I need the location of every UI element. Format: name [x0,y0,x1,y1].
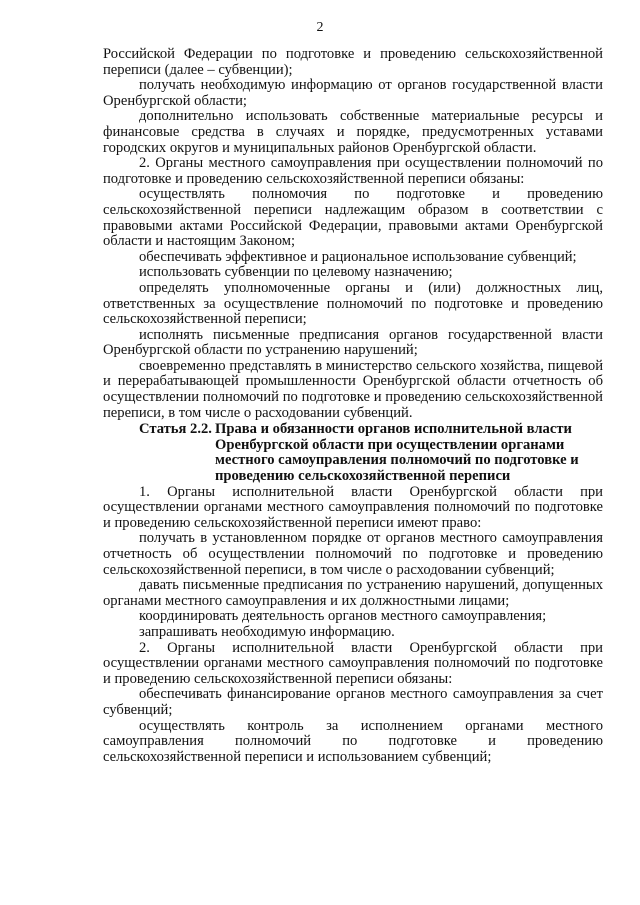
article-label: Статья 2.2. [139,421,212,438]
page-number: 2 [316,20,324,35]
paragraphs-after-article [103,485,603,766]
paragraph: получать необходимую информацию от органов государственной власти Оренбургской области; [103,77,603,109]
paragraph: дополнительно использовать собственные материальные ресурсы и финансовые средства в случаях и порядке, предусмотренных уставами городских округов и муниципальных районов Оренбургской области. [103,108,603,156]
paragraph: координировать деятельность органов местного самоуправления; [139,608,547,625]
article-title: Права и обязанности органов исполнительной власти Оренбургской области при осуществлении органами местного самоуправления полномочий по подготовке и проведению сельскохозяйственной переписи [215,421,579,485]
paragraph: обеспечивать финансирование органов местного самоуправления за счет субвенций; [103,686,603,718]
paragraph: исполнять письменные предписания органов государственной власти Оренбургской области по устранению нарушений; [103,326,603,359]
paragraph: определять уполномоченные органы и (или) должностных лиц, ответственных за осуществление полномочий по подготовке и проведению сельскохозяйственной переписи; [103,279,603,328]
paragraphs-before-article [103,47,603,421]
paragraph: 1. Органы исполнительной власти Оренбургской области при осуществлении органами местного самоуправления полномочий по подготовке и проведению сельскохозяйственной переписи имеют право: [103,483,603,531]
paragraph: получать в установленном порядке от органов местного самоуправления отчетность об осуществлении полномочий по подготовке и проведению сельскохозяйственной переписи, в том числе о расходовании субвенций; [103,530,603,578]
paragraph: использовать субвенции по целевому назначению; [139,264,453,281]
paragraph: своевременно представлять в министерство сельского хозяйства, пищевой и перерабатывающей промышленности Оренбургской области отчетность об осуществлении полномочий по подготовке и проведению сельскохозяйственной переписи, в том числе о расходовании субвенций. [103,357,603,421]
paragraph: давать письменные предписания по устранению нарушений, допущенных органами местного самоуправления и их должностными лицами; [103,577,603,609]
paragraph: запрашивать необходимую информацию. [139,623,395,640]
paragraph: осуществлять полномочия по подготовке и проведению сельскохозяйственной переписи надлежащим образом в соответствии с правовыми актами Российской Федерации, правовыми актами Оренбургской области и настоящим Законом; [103,186,603,250]
paragraph: 2. Органы исполнительной власти Оренбургской области при осуществлении органами местного самоуправления полномочий по подготовке и проведению сельскохозяйственной переписи обязаны: [103,639,603,687]
article-heading [103,422,603,484]
paragraph: 2. Органы местного самоуправления при осуществлении полномочий по подготовке и проведению сельскохозяйственной переписи обязаны: [103,155,603,187]
paragraph: осуществлять контроль за исполнением органами местного самоуправления полномочий по подготовке и проведению сельскохозяйственной переписи и использованием субвенций; [103,717,603,765]
document-body [103,47,603,765]
paragraph: Российской Федерации по подготовке и проведению сельскохозяйственной переписи (далее – субвенции); [103,46,603,78]
paragraph: обеспечивать эффективное и рациональное использование субвенций; [139,248,577,265]
